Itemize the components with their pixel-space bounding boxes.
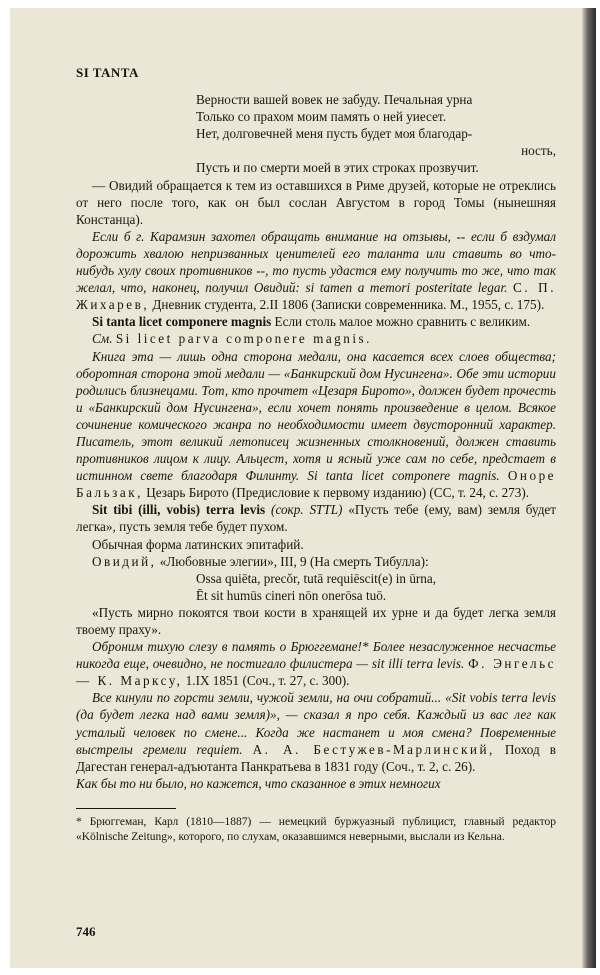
author-name: А. А. Бестужев-Марлинский, bbox=[252, 741, 495, 757]
paragraph-bestuzhev-quote bbox=[76, 689, 556, 774]
source-ref: 1.IX 1851 (Соч., т. 27, с. 300). bbox=[185, 673, 350, 689]
author-name: Ф. Энгельс — К. Марксу, bbox=[76, 656, 557, 689]
book-page bbox=[10, 8, 584, 968]
entry-si-tanta bbox=[76, 313, 556, 330]
paragraph-epitaph-note: Обычная форма латинских эпитафий. bbox=[92, 536, 304, 552]
paragraph-continued bbox=[76, 775, 556, 792]
quote-text: Книга эта — лишь одна сторона медали, она касается всех слоев общества; оборотная сторона этой медали — «Банкирский дом Нусингена». Обе эти истории родились близнецами. Тот, кто прочтет «Цезаря Бирото», должен будет прочесть и «Банкирский дом Нусингена», если хочет понять произведение в целом. Всякое сочинение комического жанра по необходимости имеет двусторонний характер. Писатель, этот великий летописец жизненных столкновений, должен ставить противников лицом к лицу. Альцест, хотя и ясный уже сам по себе, предстает в истинном свете благодаря Филинту. Si tanta licet componere magnis. bbox=[76, 348, 556, 484]
verse-line: Ēt sit humūs cineri nōn onerōsa tuō. bbox=[196, 587, 387, 603]
quote-text: Если б г. Карамзин захотел обращать внимание на отзывы, -- если б вздумал дорожить хвалою непризванных ценителей его таланта или ставить во что-нибудь хулу своих противников --, то пусть удастся ему получить то же, что так желал, что, наконец, получил Овидий: si tamen a memori posteritate legar. bbox=[76, 228, 556, 296]
quote-text: Оброним тихую слезу в память о Брюггемане!* Более незаслуженное несчастье никогда еще, очевидно, не постигало филистера — sit illi terra levis. bbox=[76, 639, 556, 672]
running-header: SI TANTA bbox=[76, 65, 139, 80]
verse-quote-latin bbox=[196, 570, 556, 604]
source-ref: Поход в Дагестан генерал-адъютанта Панкратьева в 1831 году (Соч., т. 2, с. 26). bbox=[76, 741, 557, 774]
verse-line: Ossa quiēta, precŏr, tutā requiēscit(e) in ūrna, bbox=[196, 570, 437, 586]
author-name: Овидий, bbox=[92, 553, 157, 569]
entry-abbreviation: (сокр. STTL) bbox=[271, 502, 343, 518]
author-name: С. П. Жихарев, bbox=[76, 280, 556, 313]
paragraph-ovid-ref bbox=[76, 553, 556, 570]
paragraph-zhikharev-quote bbox=[76, 228, 556, 313]
verse-quote-ovid bbox=[196, 91, 556, 176]
verse-line: Верности вашей вовек не забуду. Печальная урна bbox=[196, 92, 473, 108]
verse-line: Нет, долговечней меня пусть будет моя благодар- bbox=[196, 126, 473, 142]
cross-reference bbox=[76, 330, 556, 347]
footnote-divider bbox=[76, 808, 176, 809]
entry-translation: «Пусть тебе (ему, вам) земля будет легка», пусть земля тебе будет пухом. bbox=[76, 502, 557, 535]
page-content bbox=[76, 64, 556, 845]
verse-line: ность, bbox=[521, 143, 556, 159]
quote-text: Как бы то ни было, но кажется, что сказанное в этих немногих bbox=[76, 775, 441, 791]
entry-headword: Sit tibi (illi, vobis) terra levis bbox=[92, 502, 266, 518]
source-ref: Цезарь Бирото (Предисловие к первому изданию) (СС, т. 24, с. 273). bbox=[146, 485, 530, 501]
cross-reference-target: Si licet parva componere magnis. bbox=[115, 331, 372, 347]
page-number: 746 bbox=[76, 924, 96, 939]
entry-translation: Если столь малое можно сравнить с великим. bbox=[274, 314, 531, 330]
verse-line: Только со прахом моим память о ней уиесет. bbox=[196, 109, 446, 125]
entry-headword: Si tanta licet componere magnis bbox=[92, 314, 272, 330]
source-ref: «Любовные элегии», III, 9 (На смерть Тибулла): bbox=[159, 553, 429, 569]
source-ref: Дневник студента, 2.II 1806 (Записки современника. М., 1955, с. 175). bbox=[152, 297, 545, 313]
paragraph-translation: «Пусть мирно покоятся твои кости в хранящей их урне и да будет легка земля твоему праху». bbox=[76, 604, 556, 637]
author-name: Оноре Бальзак, bbox=[76, 468, 557, 501]
verse-line: Пусть и по смерти моей в этих строках прозвучит. bbox=[196, 160, 479, 176]
entry-sit-tibi bbox=[76, 501, 556, 535]
paragraph-engels-quote bbox=[76, 638, 556, 689]
footnote: * Брюггеман, Карл (1810—1887) — немецкий буржуазный публицист, главный редактор «Kölnische Zeitung», которого, по слухам, оказавшимся неверными, выслали из Кельна. bbox=[76, 815, 556, 843]
paragraph-balzac-quote bbox=[76, 348, 556, 502]
quote-text: Все кинули по горсти земли, чужой земли, на очи собратий... «Sit vobis terra levis (да будет легка над вами земля)», — сказал я про себя. Каждый из вас лег как усталый человек по смене... Когда же настанет и моя смена? Повременные выстрелы гремели requiem. bbox=[76, 690, 556, 757]
paragraph-ovid-comment: — Овидий обращается к тем из оставшихся в Риме друзей, которые не отреклись от него после того, как он был сослан Августом в город Томы (нынешняя Констанца). bbox=[76, 177, 556, 227]
see-label: См. bbox=[92, 331, 113, 347]
